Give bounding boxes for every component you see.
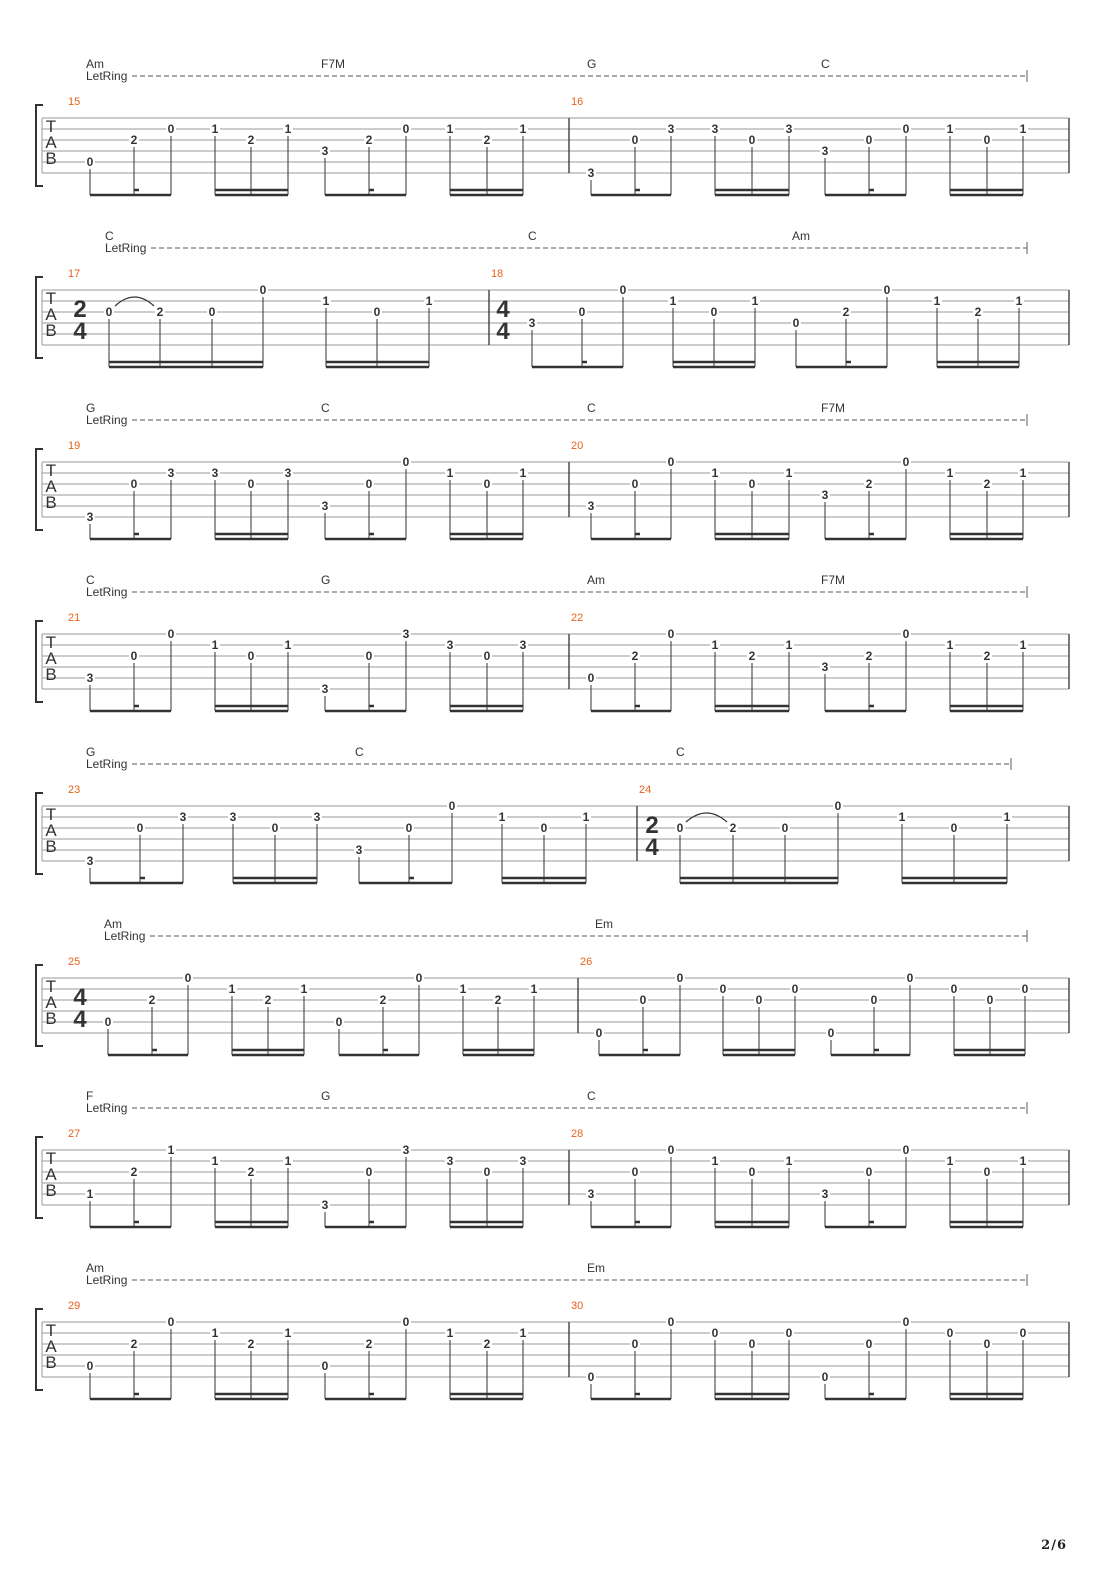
fret-number: 3 — [86, 671, 94, 685]
fret-number: 0 — [105, 305, 113, 319]
let-ring-label: LetRing — [86, 757, 128, 771]
time-signature-bottom: 4 — [496, 318, 510, 345]
fret-number: 2 — [247, 133, 255, 147]
fret-number: 0 — [950, 821, 958, 835]
fret-number: 1 — [1015, 294, 1023, 308]
fret-number: 1 — [751, 294, 759, 308]
fret-number: 0 — [902, 455, 910, 469]
fret-number: 1 — [669, 294, 677, 308]
fret-number: 2 — [264, 993, 272, 1007]
tab-clef-letter: T — [45, 289, 57, 308]
fret-number: 0 — [167, 627, 175, 641]
bar-number: 26 — [580, 956, 593, 968]
fret-number: 0 — [631, 1165, 639, 1179]
fret-number: 0 — [883, 283, 891, 297]
fret-number: 3 — [355, 843, 363, 857]
fret-number: 3 — [821, 660, 829, 674]
let-ring-label: LetRing — [105, 241, 147, 255]
fret-number: 0 — [667, 1143, 675, 1157]
let-ring-label: LetRing — [104, 929, 146, 943]
tab-clef-letter: B — [45, 321, 57, 340]
fret-number: 1 — [933, 294, 941, 308]
chord-name: G — [321, 573, 331, 587]
tab-clef-letter: A — [45, 1337, 57, 1356]
fret-number: 0 — [483, 477, 491, 491]
fret-number: 0 — [365, 477, 373, 491]
tab-clef-letter: B — [45, 1353, 57, 1372]
fret-number: 0 — [130, 649, 138, 663]
fret-number: 1 — [284, 1326, 292, 1340]
fret-number: 0 — [247, 649, 255, 663]
fret-number: 1 — [519, 466, 527, 480]
bar-number: 15 — [68, 96, 81, 108]
fret-number: 2 — [974, 305, 982, 319]
tab-clef-letter: B — [45, 1009, 57, 1028]
fret-number: 2 — [247, 1337, 255, 1351]
fret-number: 1 — [946, 122, 954, 136]
fret-number: 1 — [1019, 1154, 1027, 1168]
fret-number: 2 — [729, 821, 737, 835]
fret-number: 0 — [781, 821, 789, 835]
chord-name: C — [355, 745, 364, 759]
fret-number: 1 — [446, 1326, 454, 1340]
fret-number: 1 — [898, 810, 906, 824]
fret-number: 3 — [667, 122, 675, 136]
fret-number: 3 — [587, 499, 595, 513]
let-ring-label: LetRing — [86, 1273, 128, 1287]
fret-number: 3 — [587, 1187, 595, 1201]
chord-name: Am — [792, 229, 810, 243]
fret-number: 2 — [865, 649, 873, 663]
fret-number: 0 — [104, 1015, 112, 1029]
chord-name: C — [821, 57, 830, 71]
fret-number: 0 — [578, 305, 586, 319]
fret-number: 0 — [748, 133, 756, 147]
fret-number: 0 — [483, 649, 491, 663]
fret-number: 0 — [865, 1165, 873, 1179]
fret-number: 3 — [86, 510, 94, 524]
chord-name: Am — [86, 57, 104, 71]
fret-number: 3 — [321, 499, 329, 513]
fret-number: 0 — [748, 1337, 756, 1351]
tab-clef-letter: B — [45, 837, 57, 856]
chord-name: C — [587, 1089, 596, 1103]
fret-number: 2 — [865, 477, 873, 491]
let-ring-label: LetRing — [86, 69, 128, 83]
bar-number: 20 — [571, 440, 584, 452]
fret-number: 3 — [446, 1154, 454, 1168]
fret-number: 1 — [167, 1143, 175, 1157]
fret-number: 0 — [821, 1370, 829, 1384]
tab-clef-letter: B — [45, 1181, 57, 1200]
fret-number: 2 — [483, 1337, 491, 1351]
fret-number: 3 — [313, 810, 321, 824]
fret-number: 0 — [208, 305, 216, 319]
time-signature-bottom: 4 — [73, 1006, 87, 1033]
time-signature-top: 2 — [645, 812, 659, 839]
fret-number: 2 — [130, 1337, 138, 1351]
tab-clef-letter: T — [45, 1321, 57, 1340]
page-number: 2/6 — [1041, 1538, 1067, 1553]
bar-number: 22 — [571, 612, 584, 624]
fret-number: 2 — [983, 477, 991, 491]
fret-number: 3 — [86, 854, 94, 868]
tab-clef-letter: B — [45, 149, 57, 168]
fret-number: 1 — [785, 638, 793, 652]
time-signature-top: 4 — [73, 984, 87, 1011]
fret-number: 3 — [167, 466, 175, 480]
fret-number: 0 — [402, 455, 410, 469]
fret-number: 0 — [639, 993, 647, 1007]
tab-clef-letter: A — [45, 649, 57, 668]
bar-number: 30 — [571, 1300, 584, 1312]
fret-number: 1 — [1019, 638, 1027, 652]
fret-number: 1 — [711, 466, 719, 480]
fret-number: 1 — [1019, 122, 1027, 136]
chord-name: Am — [587, 573, 605, 587]
fret-number: 3 — [519, 1154, 527, 1168]
fret-number: 3 — [446, 638, 454, 652]
tab-clef-letter: T — [45, 633, 57, 652]
fret-number: 3 — [587, 166, 595, 180]
fret-number: 0 — [676, 821, 684, 835]
time-signature-top: 2 — [73, 296, 87, 323]
fret-number: 1 — [519, 1326, 527, 1340]
fret-number: 0 — [986, 993, 994, 1007]
fret-number: 0 — [1021, 982, 1029, 996]
fret-number: 0 — [785, 1326, 793, 1340]
fret-number: 2 — [156, 305, 164, 319]
fret-number: 3 — [519, 638, 527, 652]
fret-number: 2 — [983, 649, 991, 663]
fret-number: 1 — [228, 982, 236, 996]
fret-number: 0 — [373, 305, 381, 319]
fret-number: 0 — [748, 477, 756, 491]
fret-number: 0 — [950, 982, 958, 996]
let-ring-label: LetRing — [86, 1101, 128, 1115]
fret-number: 1 — [498, 810, 506, 824]
time-signature-bottom: 4 — [645, 834, 659, 861]
bar-number: 17 — [68, 268, 81, 280]
bar-number: 21 — [68, 612, 81, 624]
fret-number: 2 — [148, 993, 156, 1007]
fret-number: 0 — [184, 971, 192, 985]
fret-number: 0 — [271, 821, 279, 835]
fret-number: 0 — [902, 627, 910, 641]
bar-number: 24 — [639, 784, 652, 796]
fret-number: 3 — [321, 682, 329, 696]
tab-clef-letter: A — [45, 305, 57, 324]
fret-number: 1 — [946, 638, 954, 652]
fret-number: 1 — [519, 122, 527, 136]
fret-number: 3 — [821, 488, 829, 502]
fret-number: 0 — [870, 993, 878, 1007]
fret-number: 1 — [425, 294, 433, 308]
fret-number: 0 — [587, 1370, 595, 1384]
tab-clef-letter: T — [45, 977, 57, 996]
fret-number: 0 — [1019, 1326, 1027, 1340]
fret-number: 1 — [211, 638, 219, 652]
let-ring-label: LetRing — [86, 585, 128, 599]
fret-number: 1 — [785, 466, 793, 480]
fret-number: 0 — [619, 283, 627, 297]
fret-number: 0 — [710, 305, 718, 319]
fret-number: 0 — [587, 671, 595, 685]
fret-number: 0 — [321, 1359, 329, 1373]
fret-number: 1 — [711, 1154, 719, 1168]
fret-number: 2 — [631, 649, 639, 663]
fret-number: 0 — [402, 122, 410, 136]
fret-number: 1 — [582, 810, 590, 824]
tab-clef-letter: T — [45, 117, 57, 136]
chord-name: C — [528, 229, 537, 243]
chord-name: F — [86, 1089, 94, 1103]
chord-name: Am — [104, 917, 122, 931]
fret-number: 1 — [211, 1326, 219, 1340]
chord-name: Am — [86, 1261, 104, 1275]
bar-number: 16 — [571, 96, 584, 108]
let-ring-label: LetRing — [86, 413, 128, 427]
time-signature-bottom: 4 — [73, 318, 87, 345]
fret-number: 0 — [711, 1326, 719, 1340]
tab-clef-letter: B — [45, 665, 57, 684]
fret-number: 3 — [229, 810, 237, 824]
fret-number: 0 — [167, 1315, 175, 1329]
fret-number: 0 — [667, 627, 675, 641]
fret-number: 0 — [365, 649, 373, 663]
fret-number: 1 — [946, 1154, 954, 1168]
fret-number: 0 — [902, 1143, 910, 1157]
bar-number: 28 — [571, 1128, 584, 1140]
tab-clef-letter: A — [45, 1165, 57, 1184]
tab-clef-letter: B — [45, 493, 57, 512]
fret-number: 1 — [284, 1154, 292, 1168]
fret-number: 0 — [906, 971, 914, 985]
fret-number: 1 — [785, 1154, 793, 1168]
fret-number: 3 — [785, 122, 793, 136]
fret-number: 0 — [676, 971, 684, 985]
bar-number: 25 — [68, 956, 81, 968]
fret-number: 1 — [284, 122, 292, 136]
fret-number: 2 — [365, 133, 373, 147]
fret-number: 3 — [711, 122, 719, 136]
fret-number: 0 — [834, 799, 842, 813]
fret-number: 1 — [446, 122, 454, 136]
fret-number: 3 — [284, 466, 292, 480]
fret-number: 0 — [136, 821, 144, 835]
fret-number: 0 — [483, 1165, 491, 1179]
fret-number: 0 — [631, 1337, 639, 1351]
fret-number: 0 — [86, 1359, 94, 1373]
fret-number: 0 — [415, 971, 423, 985]
fret-number: 1 — [1019, 466, 1027, 480]
bar-number: 27 — [68, 1128, 81, 1140]
fret-number: 0 — [865, 1337, 873, 1351]
chord-name: C — [86, 573, 95, 587]
bar-number: 19 — [68, 440, 81, 452]
fret-number: 1 — [86, 1187, 94, 1201]
fret-number: 2 — [130, 1165, 138, 1179]
fret-number: 2 — [365, 1337, 373, 1351]
chord-name: Em — [587, 1261, 605, 1275]
fret-number: 2 — [494, 993, 502, 1007]
fret-number: 1 — [530, 982, 538, 996]
tab-clef-letter: A — [45, 821, 57, 840]
fret-number: 1 — [284, 638, 292, 652]
fret-number: 0 — [827, 1026, 835, 1040]
fret-number: 0 — [719, 982, 727, 996]
fret-number: 2 — [379, 993, 387, 1007]
chord-name: C — [105, 229, 114, 243]
fret-number: 0 — [983, 1337, 991, 1351]
tab-clef-letter: T — [45, 1149, 57, 1168]
fret-number: 3 — [402, 1143, 410, 1157]
fret-number: 3 — [321, 144, 329, 158]
fret-number: 0 — [631, 133, 639, 147]
fret-number: 3 — [211, 466, 219, 480]
fret-number: 0 — [448, 799, 456, 813]
fret-number: 0 — [983, 133, 991, 147]
fret-number: 0 — [86, 155, 94, 169]
fret-number: 1 — [211, 1154, 219, 1168]
tab-clef-letter: T — [45, 461, 57, 480]
fret-number: 0 — [130, 477, 138, 491]
fret-number: 0 — [946, 1326, 954, 1340]
bar-number: 23 — [68, 784, 81, 796]
chord-name: G — [86, 401, 96, 415]
bar-number: 29 — [68, 1300, 81, 1312]
fret-number: 0 — [755, 993, 763, 1007]
chord-name: C — [321, 401, 330, 415]
tab-clef-letter: T — [45, 805, 57, 824]
fret-number: 2 — [483, 133, 491, 147]
fret-number: 0 — [791, 982, 799, 996]
fret-number: 2 — [130, 133, 138, 147]
fret-number: 0 — [167, 122, 175, 136]
fret-number: 2 — [247, 1165, 255, 1179]
fret-number: 3 — [179, 810, 187, 824]
fret-number: 1 — [1003, 810, 1011, 824]
fret-number: 3 — [821, 1187, 829, 1201]
fret-number: 0 — [667, 455, 675, 469]
chord-name: F7M — [821, 573, 845, 587]
fret-number: 3 — [528, 316, 536, 330]
fret-number: 1 — [211, 122, 219, 136]
chord-name: G — [587, 57, 597, 71]
fret-number: 0 — [595, 1026, 603, 1040]
fret-number: 3 — [821, 144, 829, 158]
fret-number: 1 — [459, 982, 467, 996]
fret-number: 0 — [748, 1165, 756, 1179]
tab-clef-letter: A — [45, 133, 57, 152]
fret-number: 0 — [902, 122, 910, 136]
fret-number: 3 — [321, 1198, 329, 1212]
fret-number: 1 — [446, 466, 454, 480]
fret-number: 0 — [259, 283, 267, 297]
chord-name: G — [321, 1089, 331, 1103]
fret-number: 1 — [300, 982, 308, 996]
fret-number: 0 — [792, 316, 800, 330]
fret-number: 0 — [402, 1315, 410, 1329]
chord-name: G — [86, 745, 96, 759]
fret-number: 0 — [902, 1315, 910, 1329]
fret-number: 0 — [983, 1165, 991, 1179]
chord-name: C — [587, 401, 596, 415]
fret-number: 2 — [748, 649, 756, 663]
chord-name: F7M — [321, 57, 345, 71]
fret-number: 0 — [335, 1015, 343, 1029]
fret-number: 0 — [631, 477, 639, 491]
fret-number: 0 — [405, 821, 413, 835]
chord-name: C — [676, 745, 685, 759]
fret-number: 0 — [247, 477, 255, 491]
tab-clef-letter: A — [45, 993, 57, 1012]
time-signature-top: 4 — [496, 296, 510, 323]
tab-clef-letter: A — [45, 477, 57, 496]
fret-number: 0 — [540, 821, 548, 835]
fret-number: 1 — [711, 638, 719, 652]
fret-number: 0 — [667, 1315, 675, 1329]
fret-number: 3 — [402, 627, 410, 641]
fret-number: 1 — [946, 466, 954, 480]
bar-number: 18 — [491, 268, 504, 280]
chord-name: F7M — [821, 401, 845, 415]
fret-number: 0 — [865, 133, 873, 147]
fret-number: 2 — [842, 305, 850, 319]
fret-number: 0 — [365, 1165, 373, 1179]
fret-number: 1 — [322, 294, 330, 308]
chord-name: Em — [595, 917, 613, 931]
